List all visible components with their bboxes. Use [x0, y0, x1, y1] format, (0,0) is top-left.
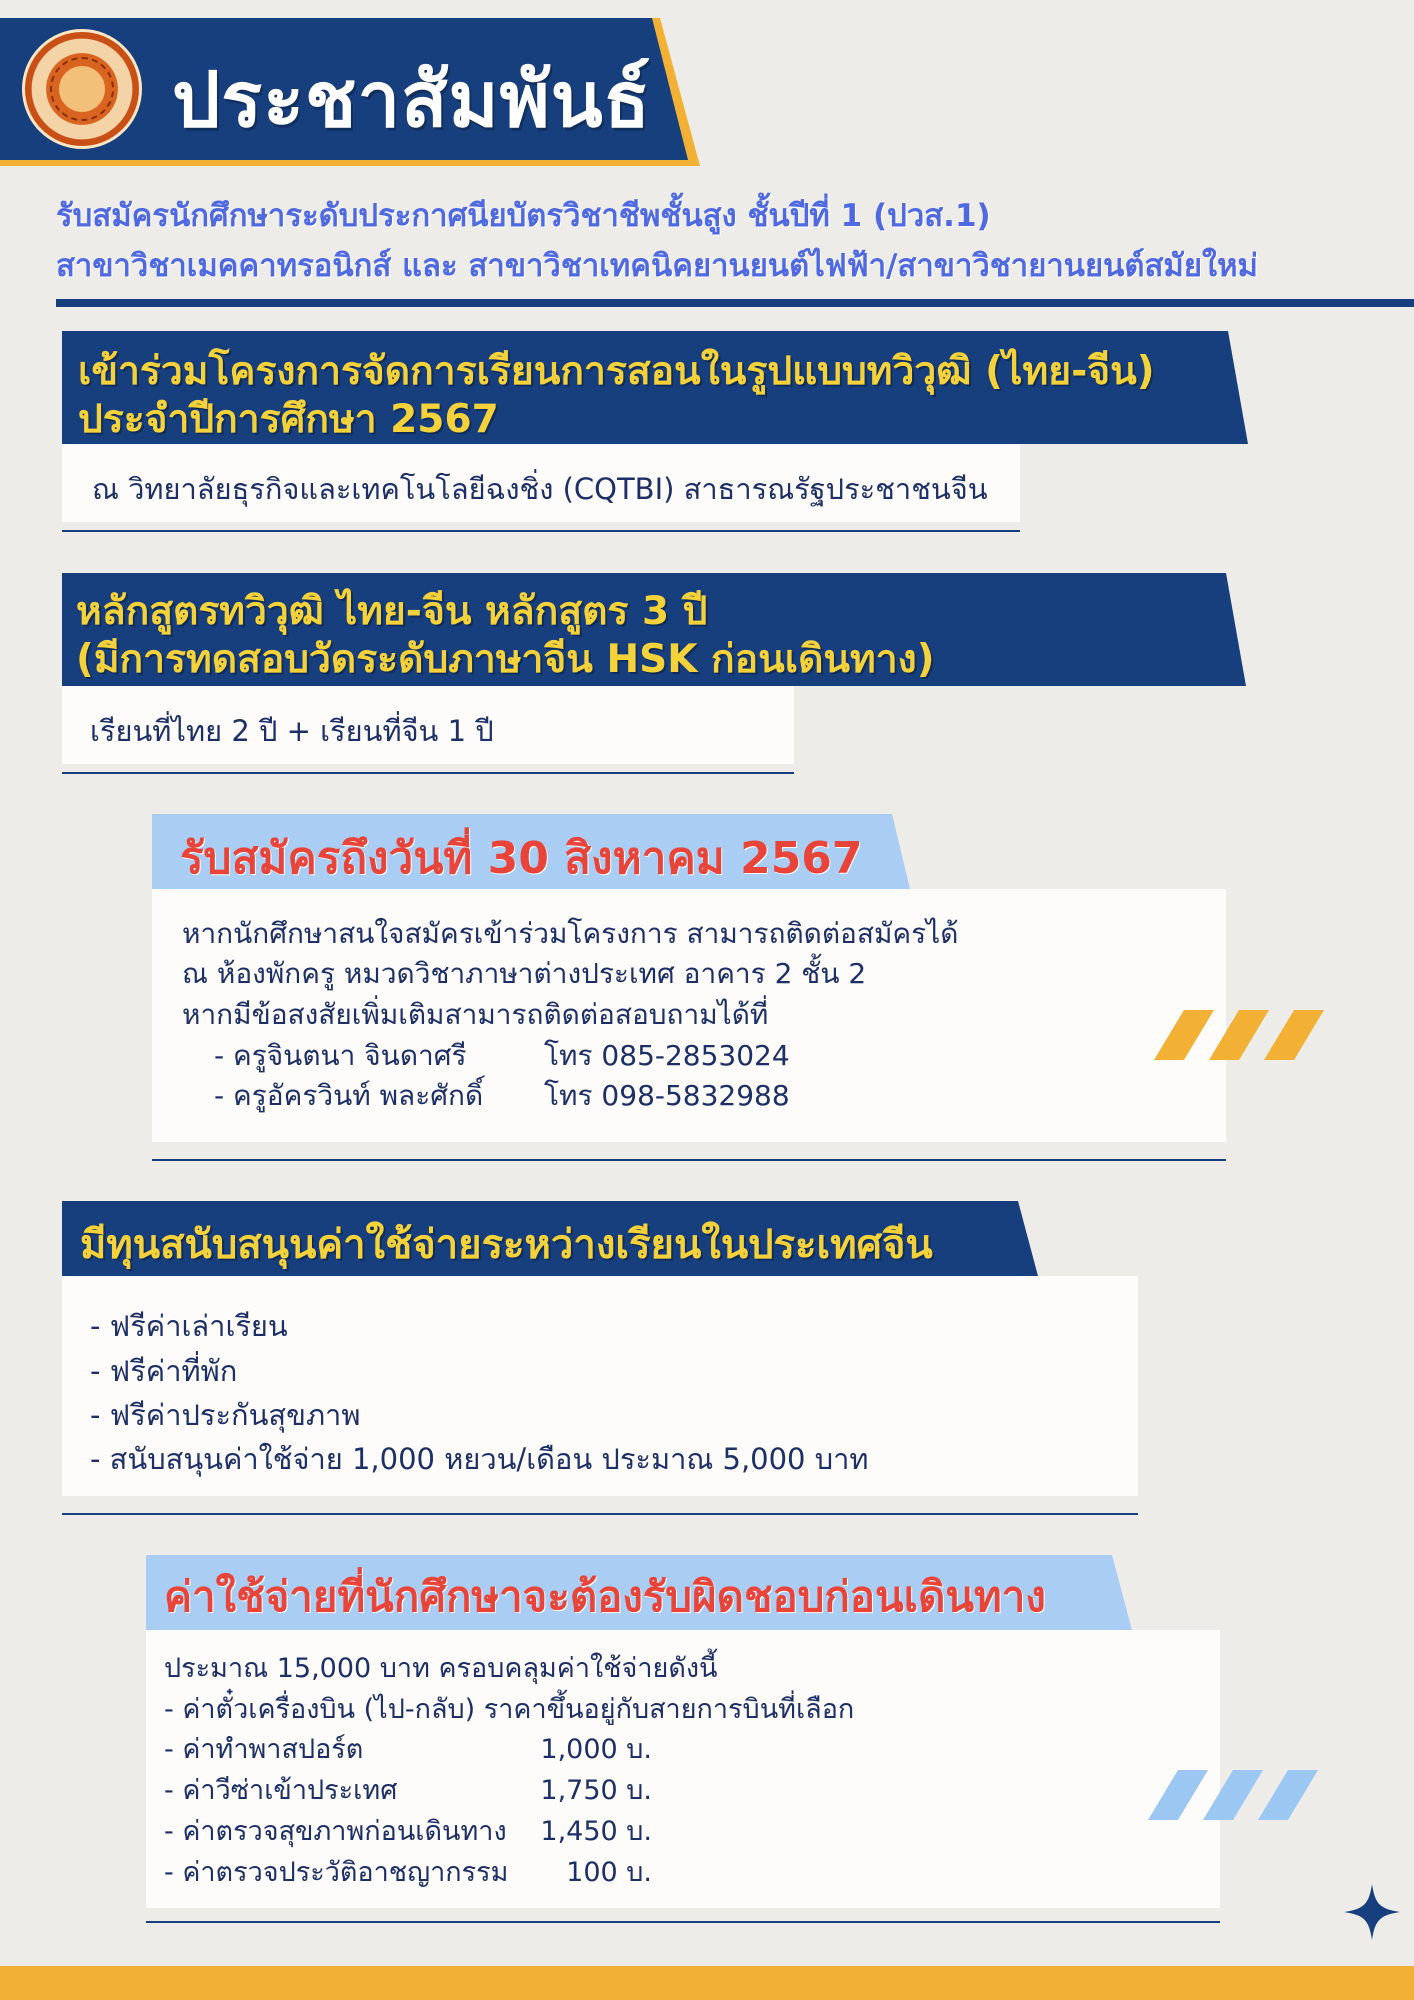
curriculum-divider [62, 772, 794, 774]
scholarship-divider [62, 1513, 1138, 1515]
cost-item-label: - ค่าวีซ่าเข้าประเทศ [164, 1775, 398, 1806]
scholarship-item: - สนับสนุนค่าใช้จ่าย 1,000 หยวน/เดือน ประมาณ 5,000 บาท [90, 1442, 869, 1476]
scholarship-item: - ฟรีค่าที่พัก [90, 1354, 238, 1388]
subtitle-line-2: สาขาวิชาเมคคาทรอนิกส์ และ สาขาวิชาเทคนิคยานยนต์ไฟฟ้า/สาขาวิชายานยนต์สมัยใหม่ [56, 248, 1258, 284]
costs-airfare: - ค่าตั๋วเครื่องบิน (ไป-กลับ) ราคาขึ้นอยู่กับสายการบินที่เลือก [164, 1694, 855, 1725]
costs-divider [146, 1921, 1220, 1923]
cost-item-amount: 100 บ. [566, 1857, 652, 1888]
sparkle-star-icon [1344, 1884, 1400, 1940]
curriculum-heading-line-2: (มีการทดสอบวัดระดับภาษาจีน HSK ก่อนเดินทาง) [76, 637, 935, 682]
program-divider [62, 530, 1020, 532]
curriculum-heading-line-1: หลักสูตรทวิวุฒิ ไทย-จีน หลักสูตร 3 ปี [76, 589, 708, 634]
stripe [1203, 1770, 1263, 1820]
diagonal-stripes-icon [1154, 1010, 1354, 1060]
costs-heading: ค่าใช้จ่ายที่นักศึกษาจะต้องรับผิดชอบก่อนเดินทาง [164, 1572, 1046, 1621]
page-title: ประชาสัมพันธ์ [172, 55, 652, 144]
footer-bar [0, 1966, 1414, 2000]
cost-item-label: - ค่าตรวจประวัติอาชญากรรม [164, 1857, 509, 1888]
stripe [1258, 1770, 1318, 1820]
deadline-heading: รับสมัครถึงวันที่ 30 สิงหาคม 2567 [180, 833, 863, 884]
contact-name: - ครูจินตนา จินดาศรี [214, 1039, 467, 1072]
subtitle-line-1: รับสมัครนักศึกษาระดับประกาศนียบัตรวิชาชีพชั้นสูง ชั้นปีที่ 1 (ปวส.1) [56, 198, 991, 234]
program-detail-text: ณ วิทยาลัยธุรกิจและเทคโนโลยีฉงชิ่ง (CQTBI) สาธารณรัฐประชาชนจีน [92, 472, 988, 506]
scholarship-heading: มีทุนสนับสนุนค่าใช้จ่ายระหว่างเรียนในประเทศจีน [80, 1222, 933, 1268]
stripe [1148, 1770, 1208, 1820]
curriculum-detail-text: เรียนที่ไทย 2 ปี + เรียนที่จีน 1 ปี [90, 714, 494, 748]
seal-inner-ring [50, 57, 114, 121]
application-info-line: หากมีข้อสงสัยเพิ่มเติมสามารถติดต่อสอบถามได้ที่ [182, 998, 769, 1031]
stripe [1264, 1010, 1324, 1060]
cost-item-label: - ค่าทำพาสปอร์ต [164, 1734, 364, 1765]
program-heading-line-1: เข้าร่วมโครงการจัดการเรียนการสอนในรูปแบบทวิวุฒิ (ไทย-จีน) [78, 349, 1155, 394]
scholarship-item: - ฟรีค่าเล่าเรียน [90, 1309, 288, 1343]
application-info-line: หากนักศึกษาสนใจสมัครเข้าร่วมโครงการ สามารถติดต่อสมัครได้ [182, 917, 959, 950]
contact-phone: โทร 085-2853024 [544, 1039, 790, 1072]
stripe [1209, 1010, 1269, 1060]
diagonal-stripes-icon [1148, 1770, 1348, 1820]
costs-intro: ประมาณ 15,000 บาท ครอบคลุมค่าใช้จ่ายดังนี้ [164, 1653, 718, 1684]
application-info-line: ณ ห้องพักครู หมวดวิชาภาษาต่างประเทศ อาคาร 2 ชั้น 2 [182, 957, 867, 990]
scholarship-item: - ฟรีค่าประกันสุขภาพ [90, 1398, 361, 1432]
cost-item-amount: 1,000 บ. [540, 1734, 652, 1765]
cost-item-amount: 1,450 บ. [540, 1816, 652, 1847]
cost-item-label: - ค่าตรวจสุขภาพก่อนเดินทาง [164, 1816, 507, 1847]
stripe [1154, 1010, 1214, 1060]
contact-phone: โทร 098-5832988 [544, 1079, 790, 1112]
application-divider [152, 1159, 1226, 1161]
cost-item-amount: 1,750 บ. [540, 1775, 652, 1806]
program-heading-line-2: ประจำปีการศึกษา 2567 [78, 397, 499, 442]
contact-name: - ครูอัครวินท์ พละศักดิ์ [214, 1079, 484, 1112]
header-divider [56, 299, 1414, 307]
